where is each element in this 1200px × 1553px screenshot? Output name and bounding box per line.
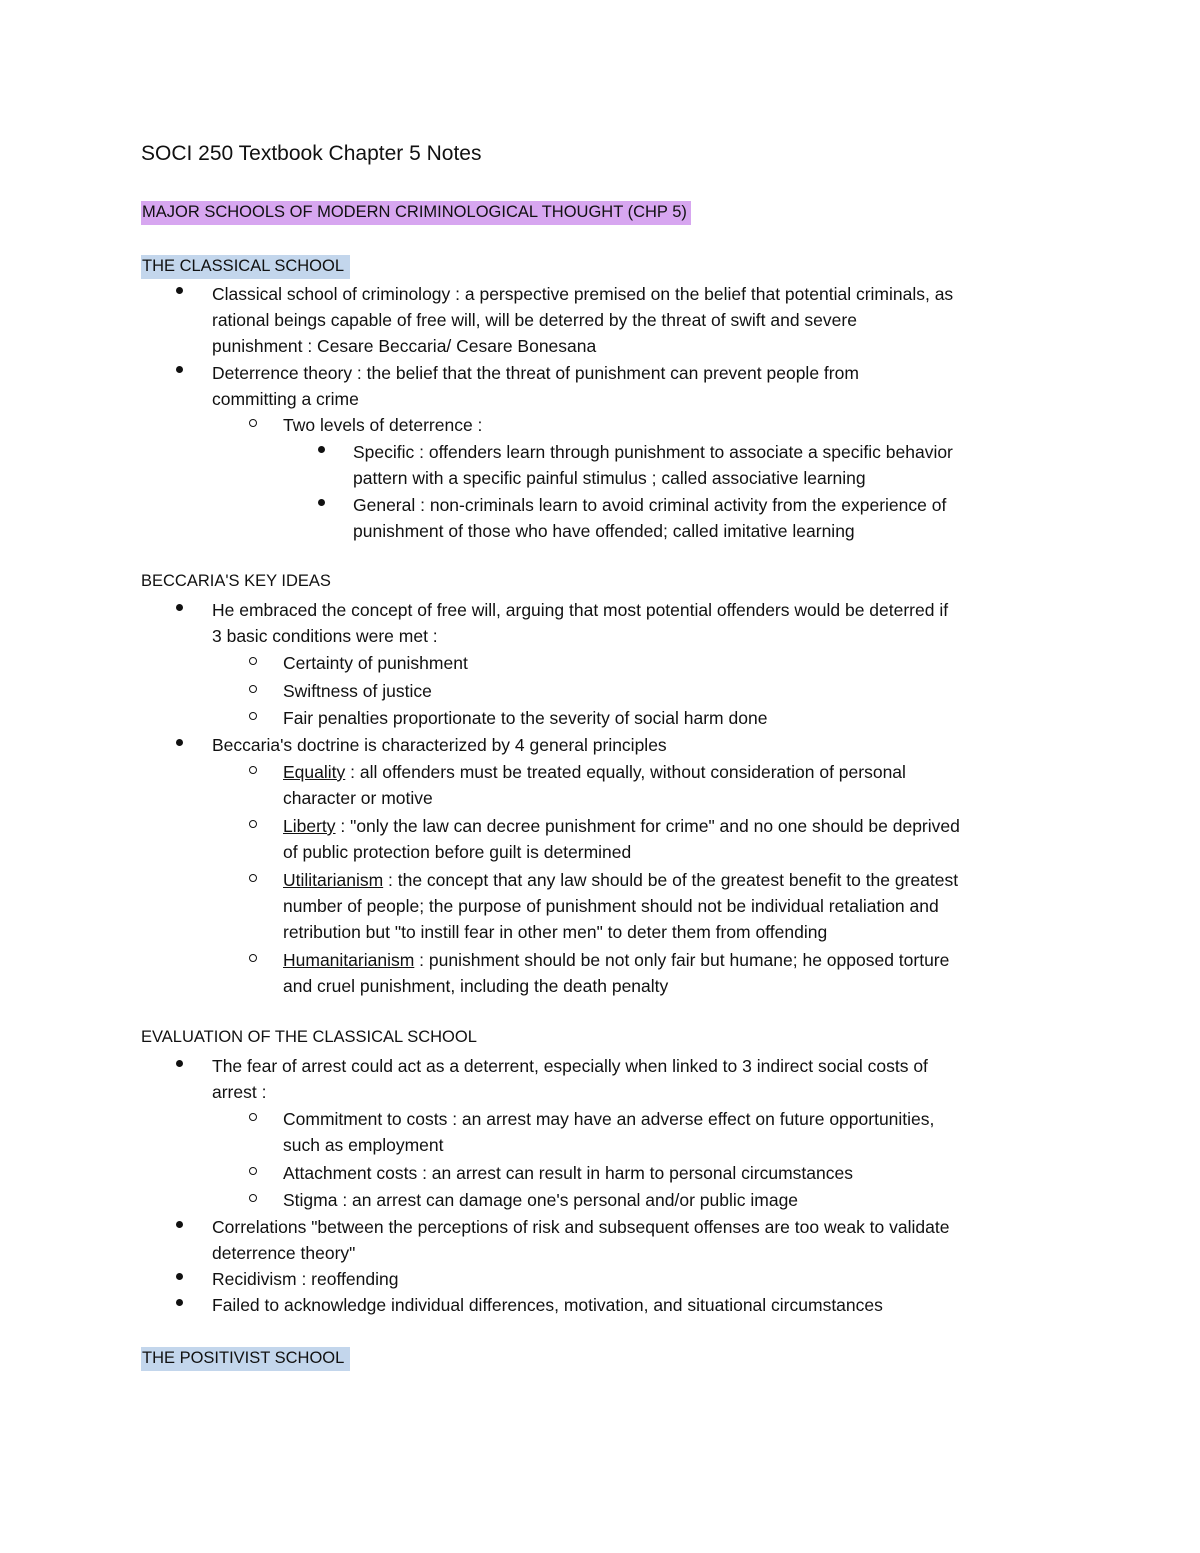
evaluation-c1-line1: Commitment to costs : an arrest may have an adverse effect on future opportunities, [283,1109,935,1129]
evaluation-c2: Attachment costs : an arrest can result in harm to personal circumstances [283,1163,853,1183]
beccaria-b1-line1: He embraced the concept of free will, arguing that most potential offenders would be deterred if [212,600,949,620]
circle-bullet-icon [249,874,257,882]
bullet-icon [318,446,325,453]
page-title: SOCI 250 Textbook Chapter 5 Notes [141,142,482,165]
beccaria-c1: Certainty of punishment [283,653,468,673]
positivist-heading: THE POSITIVIST SCHOOL [141,1347,350,1371]
bullet-icon [176,1299,183,1306]
evaluation-b1-line2: arrest : [212,1082,267,1102]
bullet-icon [176,739,183,746]
humanitarianism-line1: Humanitarianism : punishment should be not only fair but humane; he opposed torture [283,950,950,970]
equality-term: Equality [283,762,346,782]
utilitarianism-line1: Utilitarianism : the concept that any law should be of the greatest benefit to the greatest [283,870,959,890]
bullet-icon [176,1060,183,1067]
beccaria-b2: Beccaria's doctrine is characterized by 4 general principles [212,735,667,755]
utilitarianism-line3: retribution but "to instill fear in other men" to deter them from offending [283,922,828,942]
liberty-line1: Liberty : "only the law can decree punishment for crime" and no one should be deprived [283,816,960,836]
evaluation-b2-line2: deterrence theory" [212,1243,356,1263]
classical-b2-line2: committing a crime [212,389,359,409]
humanitarianism-term: Humanitarianism [283,950,415,970]
classical-sub1: Two levels of deterrence : [283,415,483,435]
bullet-icon [176,1273,183,1280]
circle-bullet-icon [249,685,257,693]
evaluation-b4: Failed to acknowledge individual differences, motivation, and situational circumstances [212,1295,883,1315]
equality-line2: character or motive [283,788,433,808]
circle-bullet-icon [249,1194,257,1202]
circle-bullet-icon [249,820,257,828]
utilitarianism-term: Utilitarianism [283,870,384,890]
utilitarianism-line2: number of people; the purpose of punishment should not be individual retaliation and [283,896,939,916]
circle-bullet-icon [249,954,257,962]
classical-b1-line1: Classical school of criminology : a perspective premised on the belief that potential criminals, as [212,284,954,304]
circle-bullet-icon [249,1113,257,1121]
bullet-icon [176,366,183,373]
evaluation-b1-line1: The fear of arrest could act as a deterrent, especially when linked to 3 indirect social costs of [212,1056,928,1076]
classical-s2-line2: punishment of those who have offended; called imitative learning [353,521,855,541]
equality-line1: Equality : all offenders must be treated equally, without consideration of personal [283,762,906,782]
classical-heading: THE CLASSICAL SCHOOL [141,255,350,279]
classical-b1-line3: punishment : Cesare Beccaria/ Cesare Bonesana [212,336,597,356]
classical-s2-line1: General : non-criminals learn to avoid criminal activity from the experience of [353,495,947,515]
evaluation-c1-line2: such as employment [283,1135,444,1155]
evaluation-c3: Stigma : an arrest can damage one's personal and/or public image [283,1190,799,1210]
beccaria-c2: Swiftness of justice [283,681,432,701]
circle-bullet-icon [249,1167,257,1175]
beccaria-heading: BECCARIA'S KEY IDEAS [141,572,331,590]
circle-bullet-icon [249,712,257,720]
liberty-term: Liberty [283,816,336,836]
evaluation-b2-line1: Correlations "between the perceptions of risk and subsequent offenses are too weak to validate [212,1217,950,1237]
major-heading: MAJOR SCHOOLS OF MODERN CRIMINOLOGICAL THOUGHT (CHP 5) [141,201,691,225]
bullet-icon [176,604,183,611]
circle-bullet-icon [249,419,257,427]
bullet-icon [176,1221,183,1228]
liberty-line2: of public protection before guilt is determined [283,842,632,862]
evaluation-heading: EVALUATION OF THE CLASSICAL SCHOOL [141,1028,477,1046]
classical-b1-line2: rational beings capable of free will, will be deterred by the threat of swift and severe [212,310,857,330]
bullet-icon [176,287,183,294]
classical-b2-line1: Deterrence theory : the belief that the threat of punishment can prevent people from [212,363,859,383]
classical-s1-line2: pattern with a specific painful stimulus ; called associative learning [353,468,866,488]
bullet-icon [318,499,325,506]
evaluation-b3: Recidivism : reoffending [212,1269,399,1289]
beccaria-b1-line2: 3 basic conditions were met : [212,626,438,646]
circle-bullet-icon [249,766,257,774]
beccaria-c3: Fair penalties proportionate to the severity of social harm done [283,708,768,728]
circle-bullet-icon [249,657,257,665]
humanitarianism-line2: and cruel punishment, including the death penalty [283,976,669,996]
classical-s1-line1: Specific : offenders learn through punishment to associate a specific behavior [353,442,953,462]
